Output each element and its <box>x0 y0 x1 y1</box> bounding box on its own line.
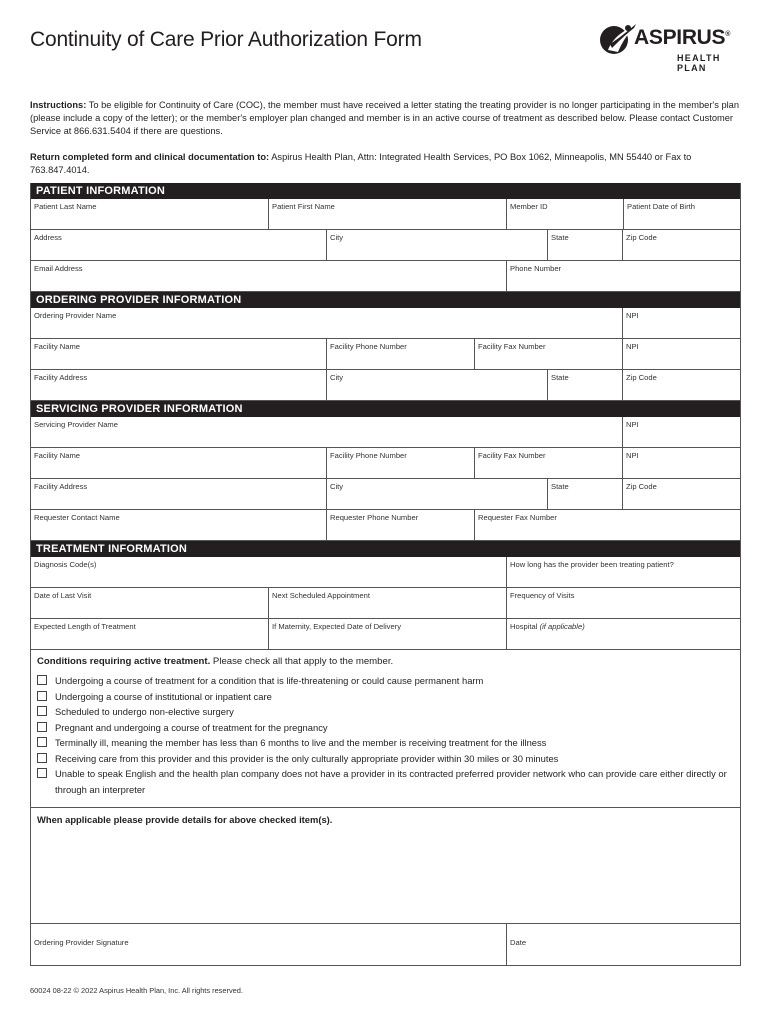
expected-length-field[interactable]: Expected Length of Treatment <box>31 619 269 649</box>
ordering-facility-fax-field[interactable]: Facility Fax Number <box>475 339 623 369</box>
condition-checkbox-4[interactable] <box>37 722 47 732</box>
patient-row-2 <box>31 230 740 261</box>
visit-frequency-field[interactable]: Frequency of Visits <box>510 591 575 600</box>
servicing-row-2 <box>31 448 740 479</box>
treatment-duration-field[interactable]: How long has the provider been treating patient? <box>510 560 674 569</box>
requester-fax-field[interactable]: Requester Fax Number <box>478 513 557 522</box>
patient-row-3 <box>31 261 740 292</box>
treatment-section-header: TREATMENT INFORMATION <box>31 541 740 557</box>
treatment-row-3 <box>31 619 740 650</box>
provider-signature-field[interactable]: Ordering Provider Signature <box>31 924 507 965</box>
member-id-field[interactable]: Member ID <box>507 199 624 229</box>
patient-dob-field[interactable]: Patient Date of Birth <box>627 202 695 211</box>
ordering-facility-name-field[interactable]: Facility Name <box>31 339 327 369</box>
servicing-npi-field[interactable]: NPI <box>626 420 639 429</box>
details-label: When applicable please provide details for above checked item(s). <box>37 814 333 825</box>
patient-first-name-field[interactable]: Patient First Name <box>269 199 507 229</box>
servicing-provider-name-field[interactable]: Servicing Provider Name <box>31 417 623 447</box>
ordering-section-header: ORDERING PROVIDER INFORMATION <box>31 292 740 308</box>
condition-item <box>37 735 740 751</box>
requester-contact-name-field[interactable]: Requester Contact Name <box>31 510 327 540</box>
conditions-section <box>31 650 740 808</box>
instructions-label: Instructions: <box>30 100 87 110</box>
patient-phone-field[interactable]: Phone Number <box>510 264 562 273</box>
ordering-row-2 <box>31 339 740 370</box>
aspirus-figure-icon <box>598 22 638 58</box>
servicing-row-1 <box>31 417 740 448</box>
servicing-row-4 <box>31 510 740 541</box>
condition-checkbox-2[interactable] <box>37 691 47 701</box>
logo-subtitle: HEALTH PLAN <box>677 53 721 73</box>
aspirus-logo <box>598 22 743 73</box>
servicing-facility-phone-field[interactable]: Facility Phone Number <box>327 448 475 478</box>
condition-label-1: Undergoing a course of treatment for a condition that is life-threatening or could cause permanent harm <box>55 675 484 686</box>
condition-item <box>37 689 740 705</box>
condition-item <box>37 720 740 736</box>
hospital-note: (if applicable) <box>539 622 585 631</box>
signature-date-field[interactable]: Date <box>510 938 527 947</box>
ordering-facility-address-field[interactable]: Facility Address <box>31 370 327 400</box>
page-title: Continuity of Care Prior Authorization Form <box>30 28 422 51</box>
servicing-npi-2-field[interactable]: NPI <box>626 451 639 460</box>
treatment-row-2 <box>31 588 740 619</box>
instructions <box>30 99 742 138</box>
next-appointment-field[interactable]: Next Scheduled Appointment <box>269 588 507 618</box>
servicing-section-header: SERVICING PROVIDER INFORMATION <box>31 401 740 417</box>
diagnosis-codes-field[interactable]: Diagnosis Code(s) <box>31 557 507 587</box>
condition-item <box>37 751 740 767</box>
treatment-row-1 <box>31 557 740 588</box>
condition-label-7: Unable to speak English and the health plan company does not have a provider in its contracted preferred provider network who can provide care either directly or through an interpreter <box>55 768 727 795</box>
condition-label-5: Terminally ill, meaning the member has less than 6 months to live and the member is receiving treatment for the illness <box>55 737 547 748</box>
condition-label-2: Undergoing a course of institutional or inpatient care <box>55 690 272 702</box>
servicing-facility-address-field[interactable]: Facility Address <box>31 479 327 509</box>
ordering-row-1 <box>31 308 740 339</box>
servicing-city-field[interactable]: City <box>327 479 548 509</box>
hospital-field[interactable] <box>507 619 740 649</box>
return-instructions <box>30 151 742 177</box>
servicing-zip-field[interactable]: Zip Code <box>626 482 657 491</box>
maternity-delivery-date-field[interactable]: If Maternity, Expected Date of Delivery <box>269 619 507 649</box>
patient-state-field[interactable]: State <box>548 230 623 260</box>
patient-section-header: PATIENT INFORMATION <box>31 183 740 199</box>
condition-checkbox-6[interactable] <box>37 753 47 763</box>
conditions-title <box>37 656 740 667</box>
authorization-form <box>30 183 741 966</box>
hospital-label: Hospital <box>510 622 538 631</box>
condition-label-3: Scheduled to undergo non-elective surgery <box>55 706 234 717</box>
last-visit-field[interactable]: Date of Last Visit <box>31 588 269 618</box>
footer-copyright: 60024 08-22 © 2022 Aspirus Health Plan, Inc. All rights reserved. <box>30 986 243 995</box>
return-label: Return completed form and clinical documentation to: <box>30 152 270 162</box>
signature-row <box>31 924 740 966</box>
return-text: Aspirus Health Plan, Attn: Integrated Health Services, PO Box 1062, Minneapolis, MN 55440 or Fax to 763.847.4014. <box>30 152 692 175</box>
ordering-city-field[interactable]: City <box>327 370 548 400</box>
conditions-title-rest: Please check all that apply to the member. <box>210 656 394 667</box>
patient-last-name-field[interactable]: Patient Last Name <box>31 199 269 229</box>
ordering-row-3 <box>31 370 740 401</box>
ordering-state-field[interactable]: State <box>548 370 623 400</box>
requester-phone-field[interactable]: Requester Phone Number <box>327 510 475 540</box>
patient-row-1 <box>31 199 740 230</box>
servicing-facility-fax-field[interactable]: Facility Fax Number <box>475 448 623 478</box>
conditions-title-bold: Conditions requiring active treatment. <box>37 656 211 667</box>
logo-wordmark: ASPIRUS® <box>634 26 731 49</box>
details-textarea[interactable] <box>31 808 740 924</box>
patient-address-field[interactable]: Address <box>31 230 327 260</box>
ordering-npi-2-field[interactable]: NPI <box>626 342 639 351</box>
patient-zip-field[interactable]: Zip Code <box>626 233 657 242</box>
patient-email-field[interactable]: Email Address <box>31 261 507 291</box>
condition-checkbox-5[interactable] <box>37 737 47 747</box>
instructions-text: To be eligible for Continuity of Care (COC), the member must have received a letter stating the treating provider is no longer participating in the member's plan (please include a copy of the letter); or the member's employer plan changed and member is in an active course of treatment as described below. Please contact Customer Service at 866.631.5404 if there are questions. <box>30 100 740 136</box>
ordering-npi-field[interactable]: NPI <box>626 311 639 320</box>
ordering-provider-name-field[interactable]: Ordering Provider Name <box>31 308 623 338</box>
ordering-zip-field[interactable]: Zip Code <box>626 373 657 382</box>
patient-city-field[interactable]: City <box>327 230 548 260</box>
ordering-facility-phone-field[interactable]: Facility Phone Number <box>327 339 475 369</box>
condition-item <box>37 766 740 797</box>
servicing-state-field[interactable]: State <box>548 479 623 509</box>
condition-item <box>37 704 740 720</box>
servicing-row-3 <box>31 479 740 510</box>
servicing-facility-name-field[interactable]: Facility Name <box>31 448 327 478</box>
condition-checkbox-3[interactable] <box>37 706 47 716</box>
condition-label-6: Receiving care from this provider and this provider is the only culturally appropriate provider within 30 miles or 30 minutes <box>55 752 559 764</box>
condition-item <box>37 673 740 689</box>
condition-checkbox-1[interactable] <box>37 675 47 685</box>
condition-checkbox-7[interactable] <box>37 768 47 778</box>
condition-label-4: Pregnant and undergoing a course of treatment for the pregnancy <box>55 721 328 733</box>
